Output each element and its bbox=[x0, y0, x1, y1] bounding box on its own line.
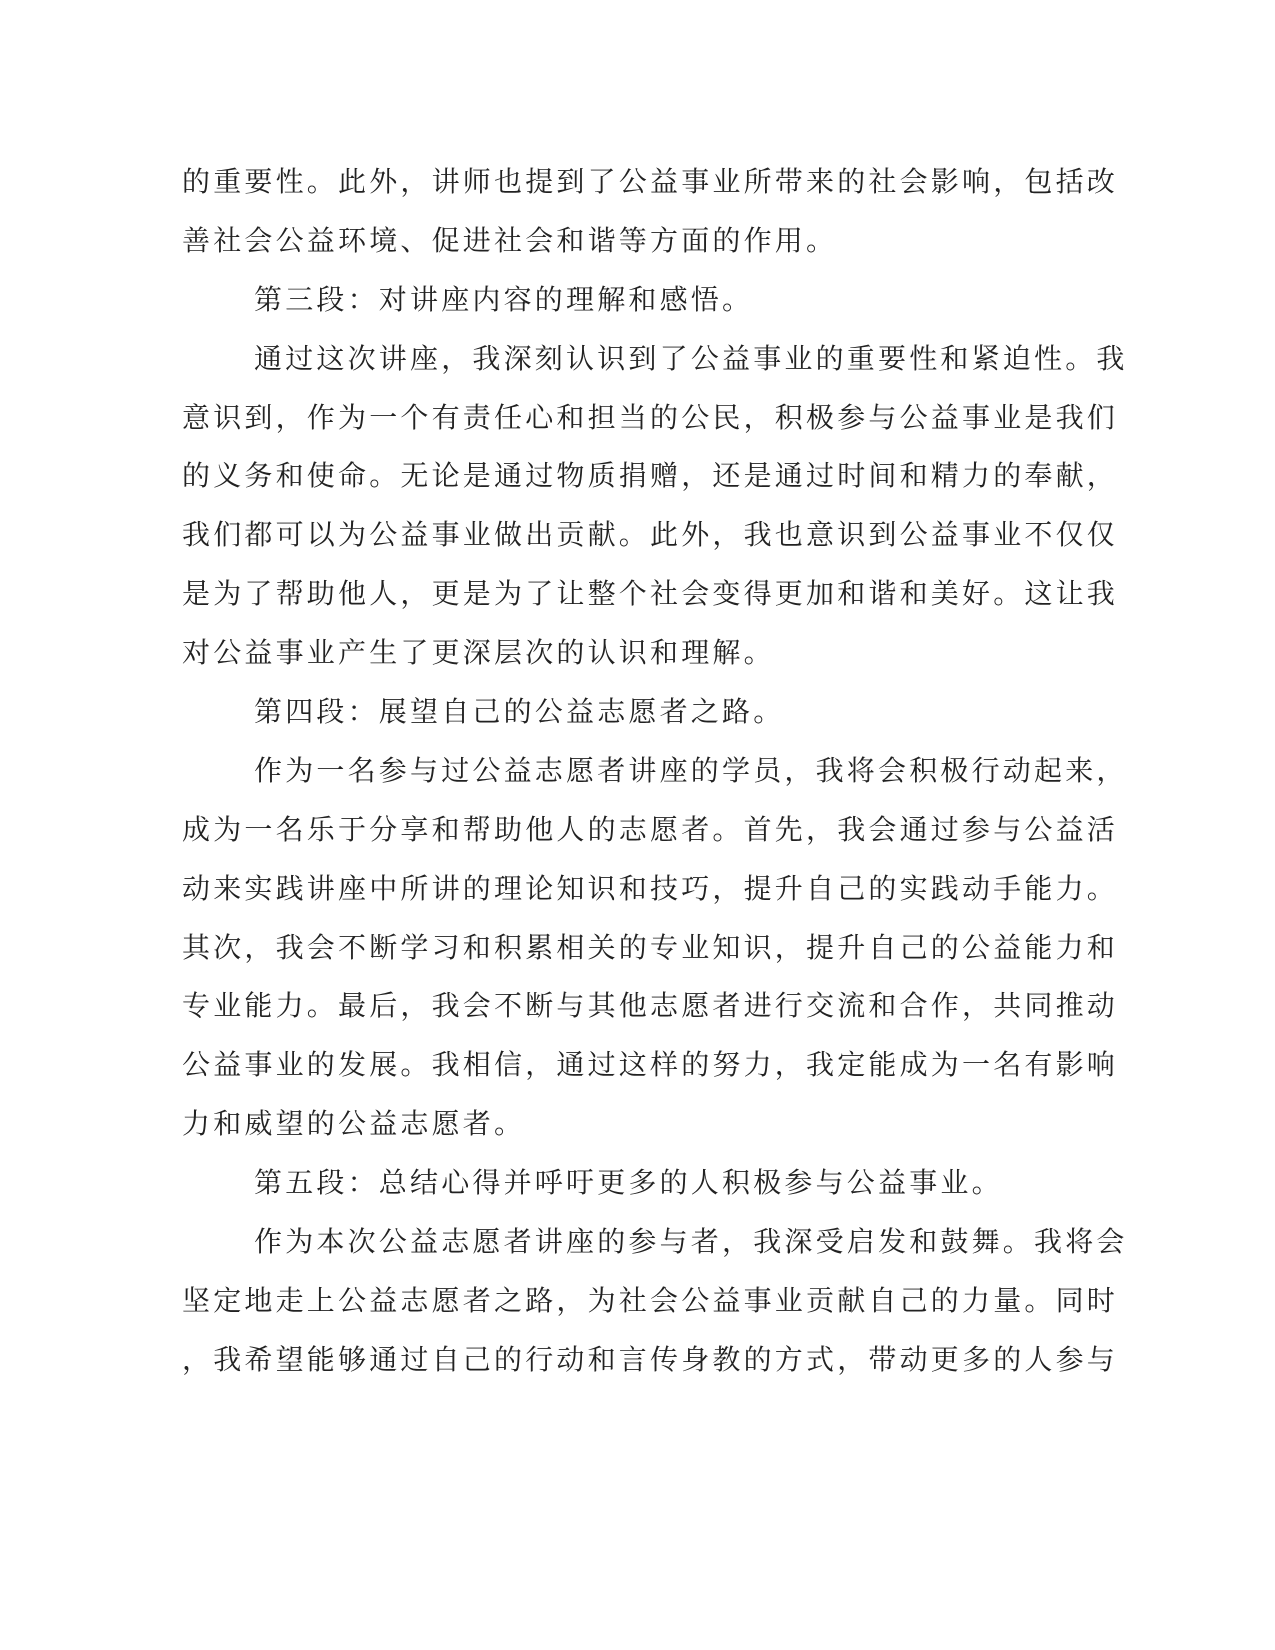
text-line: 我们都可以为公益事业做出贡献。此外，我也意识到公益事业不仅仅 bbox=[182, 518, 1119, 552]
text-line: 公益事业的发展。我相信，通过这样的努力，我定能成为一名有影响 bbox=[182, 1048, 1119, 1082]
text-line: 的重要性。此外，讲师也提到了公益事业所带来的社会影响，包括改 bbox=[182, 165, 1119, 198]
text-line: 对公益事业产生了更深层次的认识和理解。 bbox=[182, 636, 775, 670]
section-heading: 第四段：展望自己的公益志愿者之路。 bbox=[254, 695, 785, 729]
document-body bbox=[182, 153, 1128, 1390]
text-line: 意识到，作为一个有责任心和担当的公民，积极参与公益事业是我们 bbox=[182, 400, 1119, 434]
section-heading: 第三段：对讲座内容的理解和感悟。 bbox=[254, 282, 754, 316]
text-line: 动来实践讲座中所讲的理论知识和技巧，提升自己的实践动手能力。 bbox=[182, 871, 1119, 905]
text-line: 是为了帮助他人，更是为了让整个社会变得更加和谐和美好。这让我 bbox=[182, 577, 1119, 611]
paragraph-first-line: 通过这次讲座，我深刻认识到了公益事业的重要性和紧迫性。我 bbox=[254, 341, 1128, 375]
paragraph-first-line: 作为一名参与过公益志愿者讲座的学员，我将会积极行动起来， bbox=[254, 753, 1128, 787]
text-line: 坚定地走上公益志愿者之路，为社会公益事业贡献自己的力量。同时 bbox=[182, 1283, 1119, 1317]
text-line: ，我希望能够通过自己的行动和言传身教的方式，带动更多的人参与 bbox=[182, 1342, 1119, 1376]
section-heading: 第五段：总结心得并呼吁更多的人积极参与公益事业。 bbox=[254, 1166, 1003, 1200]
text-line: 善社会公益环境、促进社会和谐等方面的作用。 bbox=[182, 223, 838, 257]
text-line: 的义务和使命。无论是通过物质捐赠，还是通过时间和精力的奉献， bbox=[182, 459, 1119, 493]
text-line: 其次，我会不断学习和积累相关的专业知识，提升自己的公益能力和 bbox=[182, 930, 1119, 964]
text-line: 专业能力。最后，我会不断与其他志愿者进行交流和合作，共同推动 bbox=[182, 989, 1119, 1023]
text-line: 力和威望的公益志愿者。 bbox=[182, 1107, 526, 1141]
paragraph-first-line: 作为本次公益志愿者讲座的参与者，我深受启发和鼓舞。我将会 bbox=[254, 1225, 1128, 1259]
text-line: 成为一名乐于分享和帮助他人的志愿者。首先，我会通过参与公益活 bbox=[182, 812, 1119, 846]
